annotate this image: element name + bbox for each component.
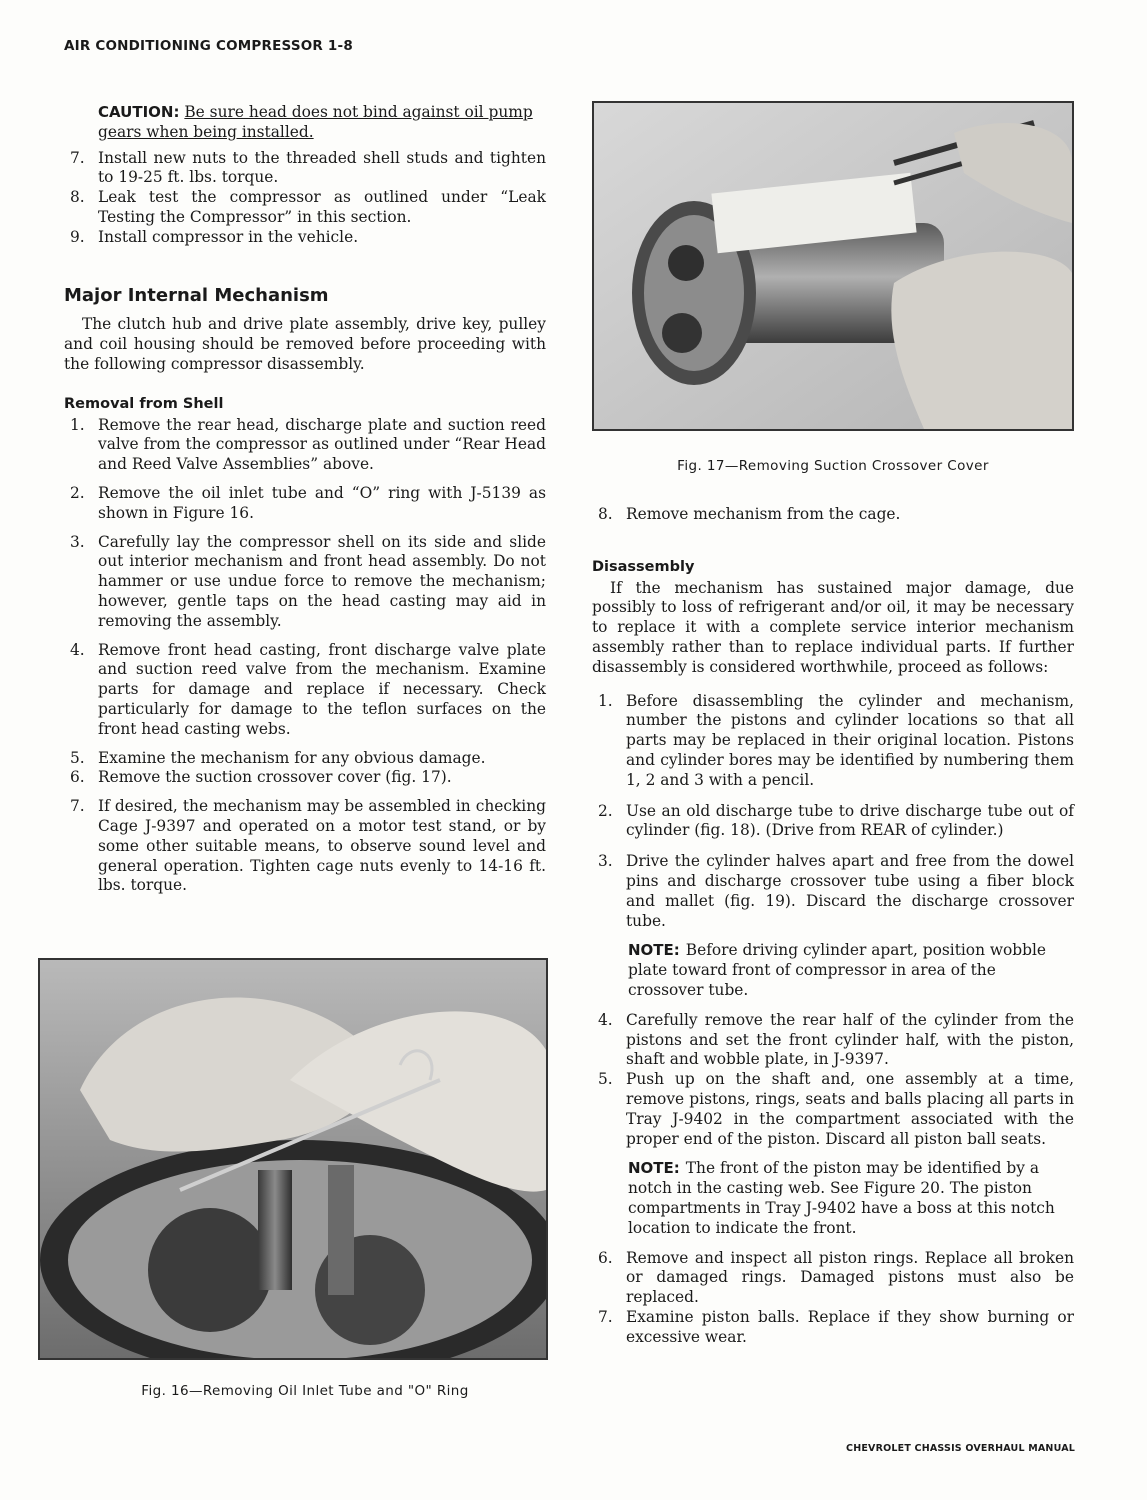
right-column: [592, 505, 1074, 1347]
oil-inlet-tube-removal-image: [40, 960, 546, 1358]
left-column: [64, 103, 546, 896]
note-piston-front: [628, 1159, 1074, 1238]
note-text: Before driving cylinder apart, position wobble plate toward front of compressor in area of the crossover tube.: [628, 941, 1047, 999]
step-number: 4.: [70, 640, 85, 659]
step-text: Remove the oil inlet tube and “O” ring with J-5139 as shown in Figure 16.: [98, 483, 546, 522]
page-header: AIR CONDITIONING COMPRESSOR 1-8: [64, 38, 353, 54]
figure-16-caption: Fig. 16—Removing Oil Inlet Tube and "O" Ring: [141, 1383, 469, 1399]
list-item: [592, 802, 1074, 842]
removal-steps: [64, 416, 546, 897]
step-number: 7.: [70, 148, 85, 167]
caution-note: [98, 103, 546, 143]
caution-text: Be sure head does not bind against oil pump gears when being installed.: [98, 103, 533, 141]
step-number: 8.: [598, 505, 613, 523]
step-text: Remove the suction crossover cover (fig. 17).: [98, 768, 452, 787]
step-text: Remove mechanism from the cage.: [626, 505, 901, 523]
list-item: [592, 1070, 1074, 1149]
step-number: 2.: [70, 483, 85, 502]
list-item: [64, 149, 546, 189]
figure-17-photo: [592, 101, 1074, 431]
note-label: NOTE:: [628, 941, 680, 960]
step-text: Carefully lay the compressor shell on its side and slide out interior mechanism and front head assembly. Do not hammer or use undue force to remove the mechanism; however, gentle taps on the head casting may aid in removing the assembly.: [98, 532, 546, 630]
step-text: Remove and inspect all piston rings. Replace all broken or damaged rings. Damaged pistons must also be replaced.: [626, 1248, 1074, 1307]
note-text: The front of the piston may be identified by a notch in the casting web. See Figure 20. The piston compartments in Tray J-9402 have a boss at this notch location to indicate the front.: [628, 1159, 1055, 1237]
step-text: Remove the rear head, discharge plate and suction reed valve from the compressor as outlined under “Rear Head and Reed Valve Assemblies” above.: [98, 415, 546, 474]
step-text: Leak test the compressor as outlined under “Leak Testing the Compressor” in this section.: [98, 188, 546, 226]
list-item: [64, 484, 546, 524]
step-text: Examine piston balls. Replace if they show burning or excessive wear.: [626, 1307, 1074, 1346]
step-text: Push up on the shaft and, one assembly at a time, remove pistons, rings, seats and balls placing all parts in Tray J-9402 in the compartment associated with the proper end of the piston. Discard all piston ball seats.: [626, 1070, 1074, 1148]
step-number: 9.: [70, 227, 85, 246]
step-text: Carefully remove the rear half of the cylinder from the pistons and set the front cylinder half, with the piston, shaft and wobble plate, in J-9397.: [626, 1010, 1074, 1069]
note-wobble-plate: [628, 941, 1074, 1000]
list-item: [64, 641, 546, 740]
figure-17-caption: Fig. 17—Removing Suction Crossover Cover: [677, 458, 989, 474]
step-number: 6.: [70, 768, 85, 787]
step-text: Install compressor in the vehicle.: [98, 227, 359, 246]
disassembly-steps-continued: [592, 1011, 1074, 1150]
suction-crossover-cover-removal-image: [594, 103, 1072, 429]
removal-steps-continued: [592, 505, 1074, 525]
step-number: 2.: [598, 801, 613, 820]
note-label: NOTE:: [628, 1159, 680, 1178]
step-text: Drive the cylinder halves apart and free from the dowel pins and discharge crossover tube using a fiber block and mallet (fig. 19). Discard the discharge crossover tube.: [626, 852, 1074, 930]
step-text: Use an old discharge tube to drive discharge tube out of cylinder (fig. 18). (Drive from REAR of cylinder.): [626, 801, 1074, 840]
list-item: [592, 692, 1074, 791]
subheading-disassembly: Disassembly: [592, 558, 695, 575]
step-text: Remove front head casting, front discharge valve plate and suction reed valve from the mechanism. Examine parts for damage and replace if necessary. Check particularly for damage to the teflon surfaces on the front head casting webs.: [98, 640, 546, 738]
step-number: 8.: [70, 188, 85, 207]
step-number: 3.: [598, 852, 613, 871]
page-footer: CHEVROLET CHASSIS OVERHAUL MANUAL: [846, 1443, 1075, 1454]
disassembly-intro: If the mechanism has sustained major damage, due possibly to loss of refrigerant and/or oil, it may be necessary to replace it with a complete service interior mechanism assembly rather than to replace individual parts. If further disassembly is considered worthwhile, proceed as follows:: [592, 578, 1074, 676]
disassembly-steps-final: [592, 1249, 1074, 1348]
step-number: 5.: [70, 748, 85, 767]
step-number: 5.: [598, 1070, 613, 1089]
list-item: [64, 768, 546, 788]
list-item: [592, 1308, 1074, 1348]
list-item: [64, 533, 546, 632]
list-item: [64, 797, 546, 896]
step-text: If desired, the mechanism may be assembled in checking Cage J-9397 and operated on a motor test stand, or by some other suitable means, to observe sound level and general operation. Tighten cage nuts evenly to 14-16 ft. lbs. torque.: [98, 797, 546, 895]
step-number: 4.: [598, 1010, 613, 1029]
install-steps: [64, 149, 546, 248]
caution-label: CAUTION:: [98, 103, 180, 121]
step-number: 1.: [70, 415, 85, 434]
list-item: [64, 749, 546, 769]
list-item: [592, 852, 1074, 931]
section-heading-major: Major Internal Mechanism: [64, 284, 329, 306]
list-item: [64, 416, 546, 475]
step-number: 6.: [598, 1248, 613, 1267]
list-item: [64, 228, 546, 248]
step-number: 3.: [70, 532, 85, 551]
disassembly-steps: [592, 692, 1074, 932]
list-item: [592, 505, 1074, 525]
figure-16-photo: [38, 958, 548, 1360]
step-number: 7.: [598, 1307, 613, 1326]
list-item: [592, 1011, 1074, 1070]
subheading-removal: Removal from Shell: [64, 395, 224, 412]
step-text: Before disassembling the cylinder and mechanism, number the pistons and cylinder locations so that all parts may be replaced in their original location. Pistons and cylinder bores may be identified by numbering them 1, 2 and 3 with a pencil.: [626, 691, 1074, 789]
step-text: Install new nuts to the threaded shell studs and tighten to 19-25 ft. lbs. torque.: [98, 148, 546, 187]
step-text: Examine the mechanism for any obvious damage.: [98, 748, 486, 767]
major-intro: The clutch hub and drive plate assembly, drive key, pulley and coil housing should be removed before proceeding with the following compressor disassembly.: [64, 315, 546, 373]
step-number: 1.: [598, 691, 613, 710]
step-number: 7.: [70, 797, 85, 816]
list-item: [592, 1249, 1074, 1308]
list-item: [64, 188, 546, 228]
